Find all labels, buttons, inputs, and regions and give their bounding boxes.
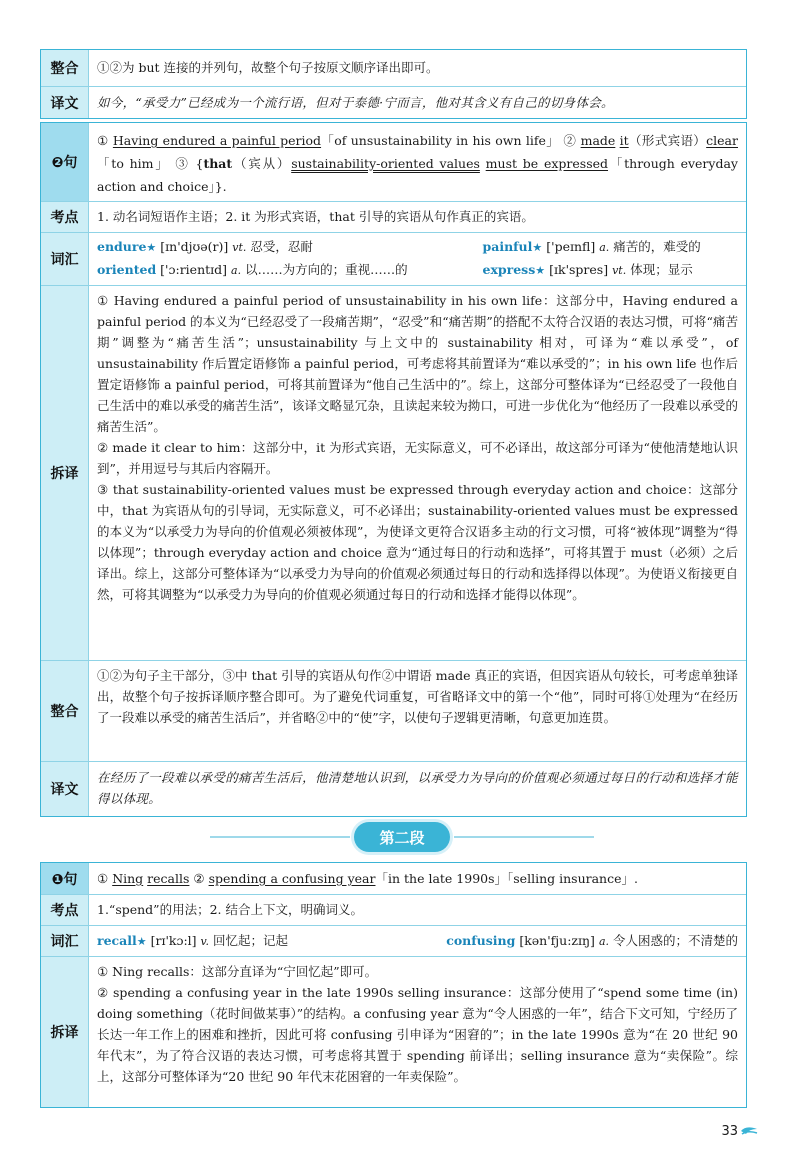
s2-that: that (203, 156, 233, 171)
yiwen-label: 译文 (41, 87, 89, 118)
section-title: 第二段 (354, 822, 450, 852)
s1-part: ① (97, 871, 113, 886)
s2-part: （形式宾语） (628, 133, 707, 148)
vocab-def: 痛苦的，难受的 (613, 239, 701, 254)
section-divider-left (210, 836, 350, 838)
s2-verb: made (580, 133, 616, 148)
chaiyi-para: ② made it clear to him：这部分中，it 为形式宾语，无实际意义，可不必译出，故这部分可译为“使他清楚地认识到”，并用逗号与其后内容隔开。 (97, 440, 738, 476)
sentence2-table (40, 122, 747, 817)
chaiyi-label: 拆译 (41, 957, 89, 1107)
vocab-def: 体现；显示 (630, 261, 693, 277)
cihui-row (41, 232, 746, 285)
vocab-phonetic: [ɪk'spres] (549, 261, 609, 277)
s1-part: ② (189, 871, 209, 886)
yiwen-label: 译文 (41, 762, 89, 816)
s2-part: （宾从） (232, 156, 292, 171)
vocab-phonetic: ['ɔ:rientɪd] (160, 261, 228, 277)
vocab-entry (97, 259, 413, 282)
s2-clear: clear (706, 133, 738, 148)
vocab-word: express (482, 261, 536, 277)
vocab-entry (97, 236, 413, 259)
chaiyi-row (41, 285, 746, 660)
vocab-def: 以……为方向的；重视……的 (245, 261, 408, 277)
s2-part: 「through everyday action and choice」}. (97, 156, 738, 194)
star-icon: ★ (146, 241, 157, 254)
sentence2-text (89, 123, 746, 201)
star-icon: ★ (136, 935, 147, 948)
chaiyi-para: ① Having endured a painful period of unsustainability in his own life：这部分中，Having endured a painful period 的本义为“已经忍受了一段痛苦期”，“忍受”和“痛苦期”的搭配不太符合汉语的表达习惯，可将“痛苦期”调整为“痛苦生活”；unsustainability 与上文中的 sustainability 相对，可译为“难以承受”，of unsustainability 作后置定语修饰 a painful period，可考虑将其前置译为“难以承受的”；in his own life 也作后置定语修饰 a painful period，可将其前置译为“他自己生活中的”。综上，这部分可整体译为“已经忍受了一段他自己生活中的难以承受的痛苦生活”，该译文略显冗杂，且读起来较为拗口，可进一步优化为“他经历了一段难以承受的痛苦生活”。 (97, 293, 738, 434)
kaodian-row (41, 894, 746, 925)
para2-sentence1-table (40, 862, 747, 1108)
top-analysis-table (40, 49, 747, 119)
yiwen-row (41, 86, 746, 118)
page-corner-icon (740, 1125, 758, 1137)
cihui-row (41, 925, 746, 956)
vocab-pos: a. (598, 935, 609, 948)
vocab-phonetic: ['peɪnfl] (546, 239, 596, 254)
yiwen-text: 如今，“承受力”已经成为一个流行语，但对于泰德·宁而言，他对其含义有自己的切身体会。 (97, 95, 614, 110)
zhenghe-text: ①②为句子主干部分，③中 that 引导的宾语从句作②中谓语 made 真正的宾语，但因宾语从句较长，可考虑单独译出，故整个句子按拆译顺序整合即可。为了避免代词重复，可省略译文中的第一个“他”，同时可将①处理为“在经历了一段难以承受的痛苦生活后”，并省略②中的“使”字，以使句子逻辑更清晰，句意更加连贯。 (97, 668, 738, 725)
section-divider-right (454, 836, 594, 838)
cihui-label: 词汇 (41, 926, 89, 956)
chaiyi-label: 拆译 (41, 286, 89, 660)
sentence1-row (41, 863, 746, 894)
vocab-pos: v. (200, 935, 209, 948)
s1-subject: Ning (112, 871, 144, 886)
vocab-word: confusing (446, 933, 516, 948)
vocab-word: oriented (97, 261, 157, 277)
sentence1-label: ❶句 (41, 863, 89, 894)
vocab-def: 忍受，忍耐 (250, 239, 313, 254)
s2-it: it (619, 133, 629, 148)
vocab-entry (423, 236, 739, 259)
s1-part: 「in the late 1990s」「selling insurance」. (375, 871, 638, 886)
vocab-pos: vt. (232, 241, 247, 254)
vocab-entry (446, 930, 738, 952)
vocab-list (89, 926, 746, 956)
chaiyi-para: ① Ning recalls：这部分直译为“宁回忆起”即可。 (97, 964, 378, 979)
s2-part: 「to him」 ③ { (97, 156, 204, 171)
yiwen-row (41, 761, 746, 816)
vocab-entry (423, 259, 739, 282)
chaiyi-text (89, 957, 746, 1107)
chaiyi-para: ② spending a confusing year in the late 1990s selling insurance：这部分使用了“spend some time (in) doing something（花时间做某事）”的结构。a confusing year 意为“令人困惑的一年”，结合下文可知，宁经历了长达一年工作上的困难和挫折，因此可将 confusing 引申译为“困窘的”；in the late 1990s 意为“在 20 世纪 90 年代末”，为了符合汉语的表达习惯，可考虑将其置于 spending 前译出；selling insurance 意为“卖保险”。综上，这部分可整体译为“20 世纪 90 年代末花困窘的一年卖保险”。 (97, 985, 738, 1084)
s2-part: 「of unsustainability in his own life」 ② (321, 133, 581, 148)
zhenghe-text: ①②为 but 连接的并列句，故整个句子按原文顺序译出即可。 (97, 60, 439, 75)
vocab-list (89, 233, 746, 285)
kaodian-label: 考点 (41, 895, 89, 925)
zhenghe-row (41, 660, 746, 761)
chaiyi-text (89, 286, 746, 660)
zhenghe-label: 整合 (41, 50, 89, 86)
vocab-phonetic: [rɪ'kɔ:l] (150, 933, 197, 948)
vocab-pos: vt. (612, 263, 627, 277)
s2-subject: Having endured a painful period (112, 133, 322, 148)
vocab-phonetic: [ɪn'djʊə(r)] (160, 239, 229, 254)
page-number: 33 (721, 1124, 738, 1139)
kaodian-text: 1. 动名词短语作主语；2. it 为形式宾语，that 引导的宾语从句作真正的宾语。 (97, 209, 534, 224)
vocab-pos: a. (599, 241, 610, 254)
s2-clause-verb: must be expressed (485, 156, 609, 171)
chaiyi-row (41, 956, 746, 1107)
sentence2-label: ❷句 (41, 123, 89, 201)
star-icon: ★ (532, 241, 543, 254)
vocab-entry (97, 930, 288, 952)
s1-verb: recalls (147, 871, 190, 886)
vocab-word: recall (97, 933, 137, 948)
kaodian-text: 1.“spend”的用法；2. 结合上下文，明确词义。 (97, 902, 363, 917)
vocab-word: endure (97, 239, 147, 254)
s1-object: spending a confusing year (208, 871, 376, 886)
vocab-pos: a. (231, 263, 242, 277)
kaodian-label: 考点 (41, 202, 89, 232)
vocab-def: 回忆起；记起 (212, 933, 288, 948)
vocab-def: 令人困惑的；不清楚的 (612, 933, 738, 948)
zhenghe-row (41, 50, 746, 86)
s2-clause-subject: sustainability-oriented values (291, 156, 480, 171)
yiwen-text: 在经历了一段难以承受的痛苦生活后，他清楚地认识到，以承受力为导向的价值观必须通过每日的行动和选择才能得以体现。 (97, 770, 738, 806)
star-icon: ★ (535, 263, 546, 277)
vocab-phonetic: [kən'fju:zɪŋ] (519, 933, 595, 948)
chaiyi-para: ③ that sustainability-oriented values must be expressed through everyday action and choice：这部分中，that 为宾语从句的引导词，无实际意义，可不必译出；sustainability-oriented values must be expressed 的本义为“以承受力为导向的价值观必须被体现”，为使译文更符合汉语多主动的行文习惯，可将“被体现”调整为“得以体现”；through everyday action and choice 意为“通过每日的行动和选择”，可将其置于 must（必须）之后译出。综上，这部分可整体译为“以承受力为导向的价值观必须通过每日的行动和选择得以体现”。为使语义衔接更自然，可将其调整为“以承受力为导向的价值观必须通过每日的行动和选择才能得以体现”。 (97, 482, 738, 602)
sentence2-row (41, 123, 746, 201)
cihui-label: 词汇 (41, 233, 89, 285)
s2-part: ① (97, 133, 113, 148)
zhenghe-label: 整合 (41, 661, 89, 761)
kaodian-row (41, 201, 746, 232)
vocab-word: painful (482, 239, 533, 254)
sentence1-text (89, 863, 746, 894)
